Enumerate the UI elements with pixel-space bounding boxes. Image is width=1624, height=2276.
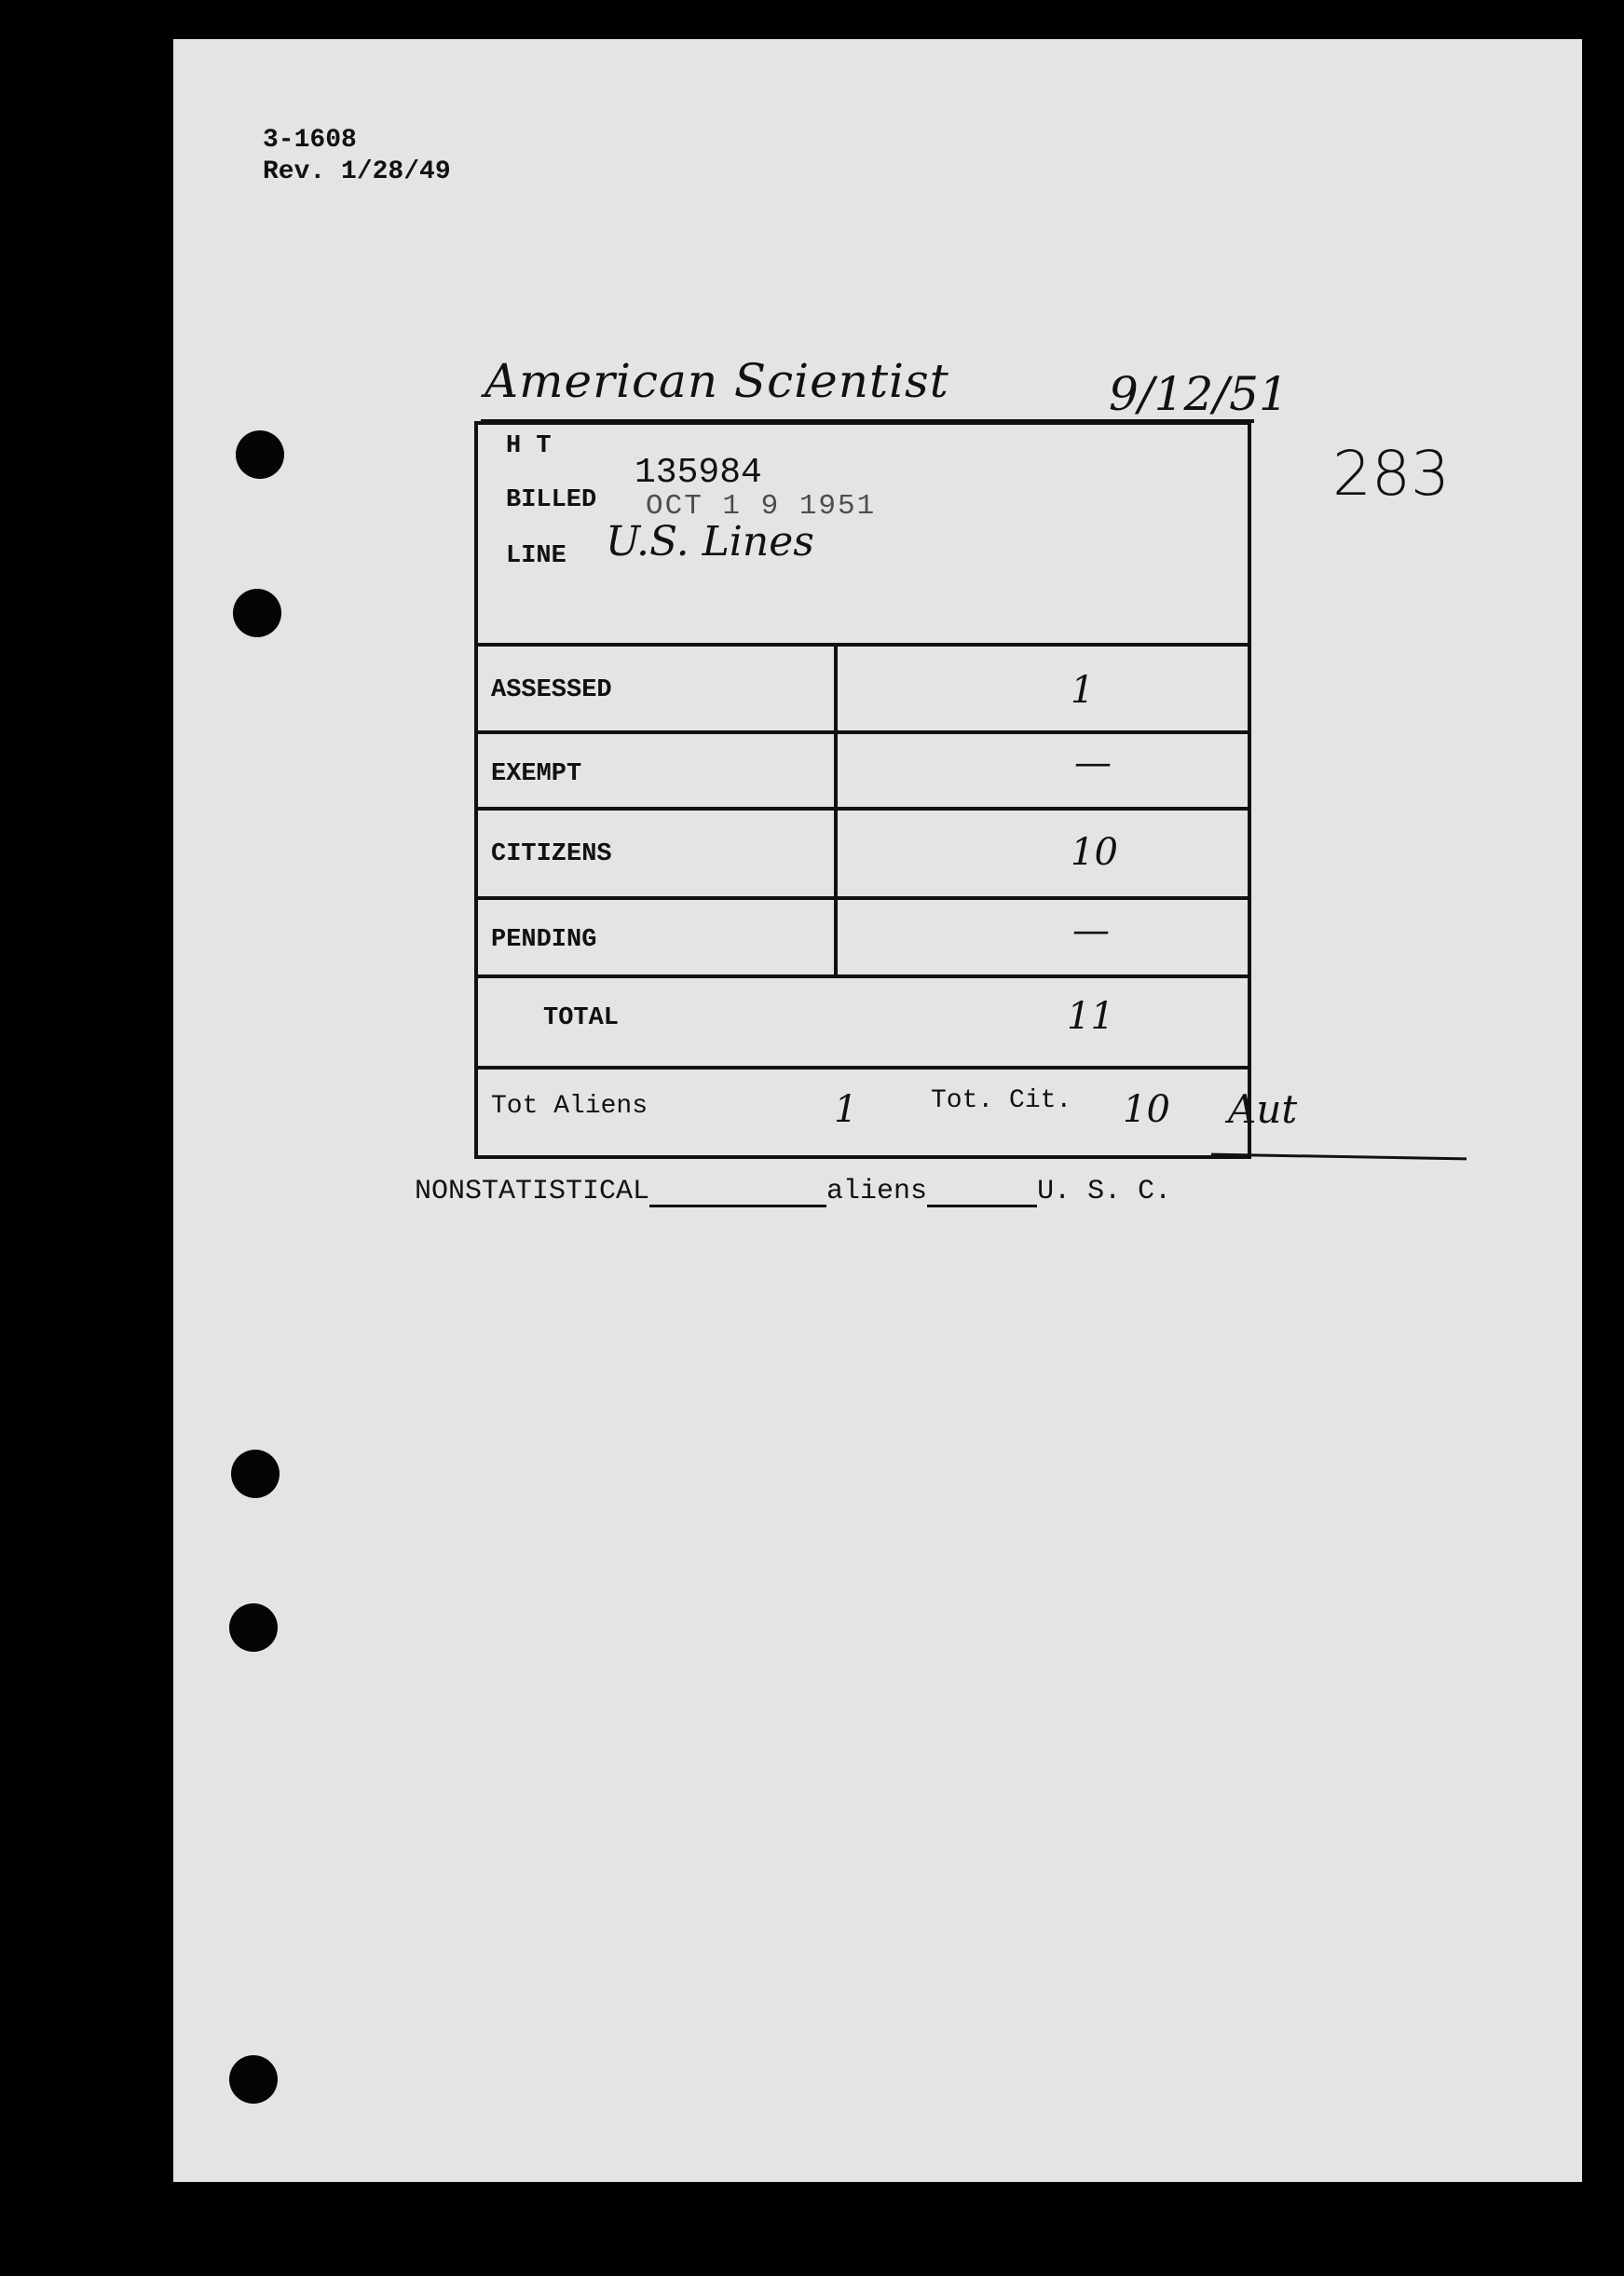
form-code (263, 125, 451, 188)
aliens-blank (927, 1177, 1037, 1207)
billed-date-stamp: OCT 1 9 1951 (646, 490, 877, 523)
row-label-exempt: EXEMPT (491, 760, 582, 788)
divider (478, 807, 1251, 811)
usc-label: U. S. C. (1037, 1176, 1172, 1207)
row-label-assessed: ASSESSED (491, 676, 612, 704)
nonstatistical-line (415, 1176, 1171, 1207)
line-label: LINE (506, 542, 566, 570)
row-label-pending: PENDING (491, 926, 597, 954)
divider (478, 1066, 1251, 1070)
handwritten-date: 9/12/51 (1109, 367, 1289, 421)
binder-hole (229, 1603, 278, 1652)
row-value-citizens: 10 (1071, 831, 1118, 874)
row-value-assessed: 1 (1071, 669, 1095, 712)
divider (478, 643, 1251, 647)
binder-hole (229, 2055, 278, 2104)
divider (478, 730, 1251, 734)
tot-cit-value: 10 (1123, 1088, 1170, 1131)
row-label-citizens: CITIZENS (491, 840, 612, 868)
tot-aliens-label: Tot Aliens (491, 1092, 648, 1121)
binder-hole (233, 589, 281, 637)
row-value-exempt: — (1074, 742, 1112, 784)
handwritten-page-number: 283 (1332, 438, 1450, 510)
ht-number: 135984 (635, 453, 762, 493)
divider (478, 974, 1251, 978)
tot-aliens-value: 1 (834, 1088, 858, 1131)
handwritten-ship-name: American Scientist (484, 354, 949, 408)
handwritten-line-name: U.S. Lines (606, 518, 814, 566)
handwritten-initials: Aut (1228, 1086, 1298, 1132)
binder-hole (236, 430, 284, 479)
row-value-pending: — (1072, 909, 1110, 952)
form-revision: Rev. 1/28/49 (263, 157, 451, 186)
tot-cit-label: Tot. Cit. (931, 1086, 1072, 1115)
binder-hole (231, 1450, 280, 1498)
divider (478, 896, 1251, 900)
row-label-total: TOTAL (543, 1004, 620, 1032)
manifest-form-box (474, 421, 1251, 1159)
billed-label: BILLED (506, 486, 597, 514)
nonstatistical-blank (649, 1177, 826, 1207)
aliens-label: aliens (826, 1176, 928, 1207)
form-number: 3-1608 (263, 126, 357, 155)
nonstatistical-label: NONSTATISTICAL (415, 1176, 650, 1207)
row-value-total: 11 (1067, 995, 1114, 1038)
ht-label: H T (506, 432, 552, 460)
